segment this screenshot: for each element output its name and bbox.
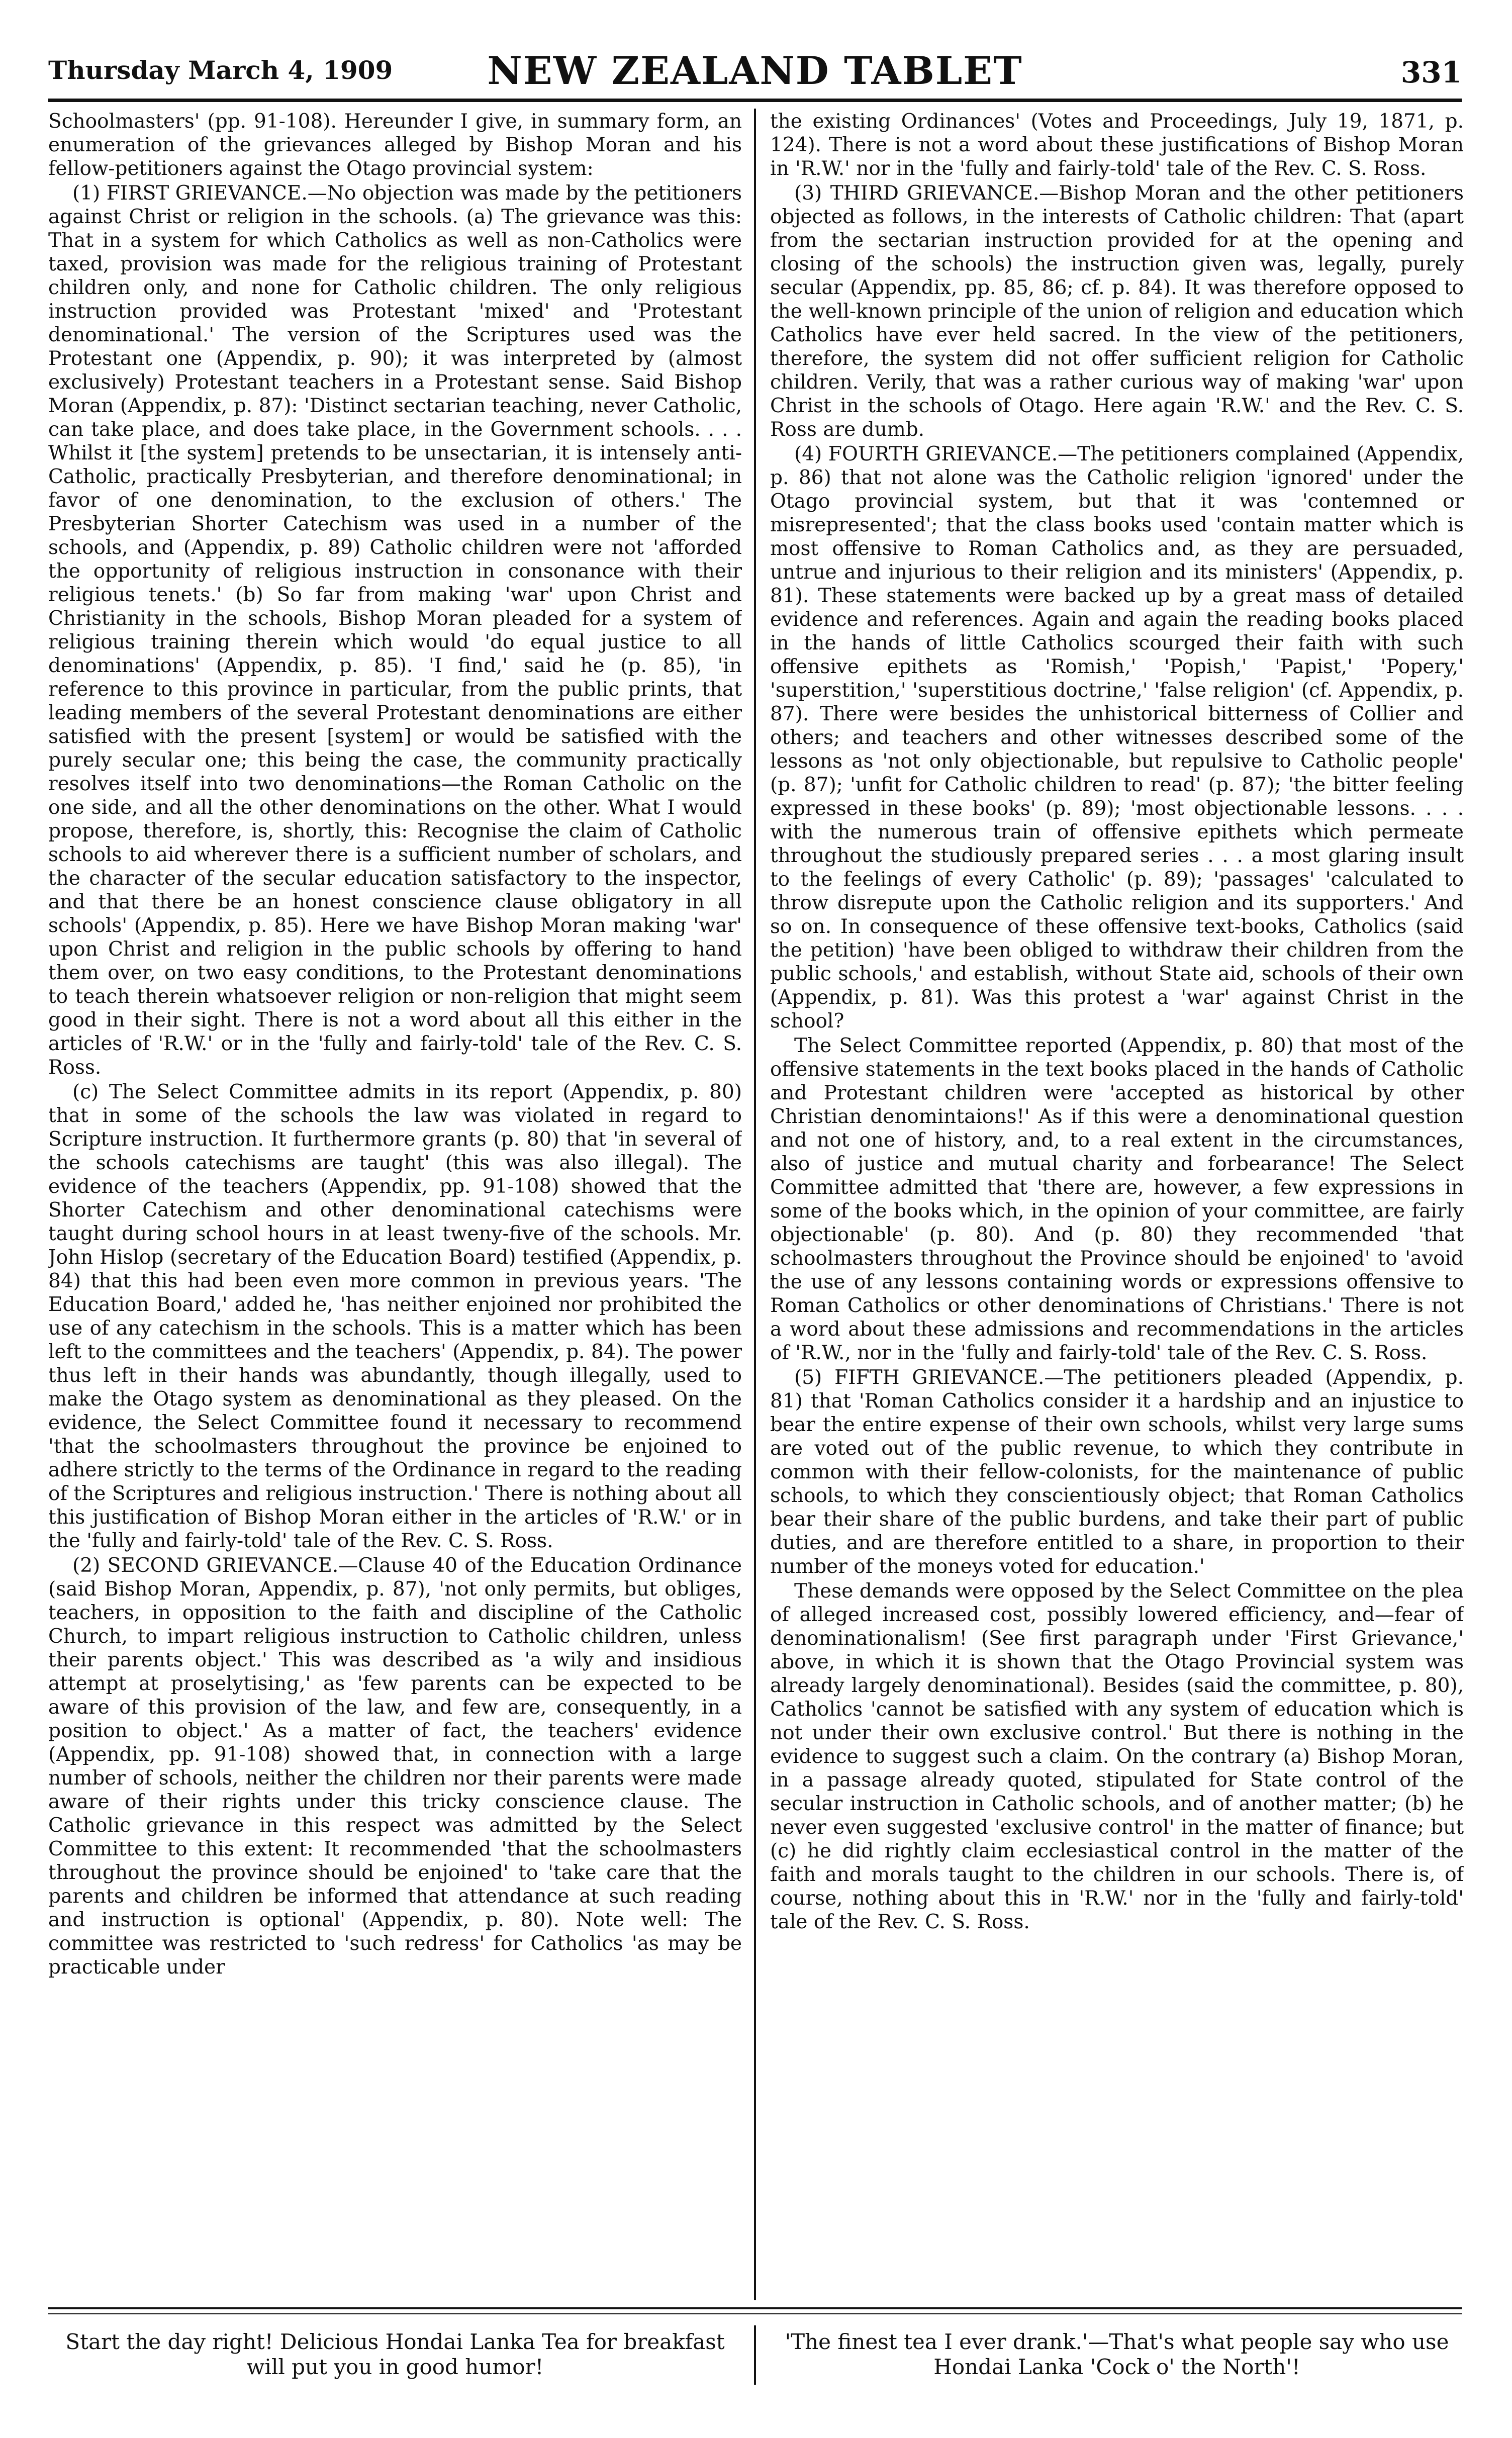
paragraph: These demands were opposed by the Select Committee on the plea of alleged increased cost, possibly lowered efficiency, and—fear of denominationalism! (See first paragraph under 'First Grievance,' above, in which it is shown that the Otago Provincial system was already largely denominational). Besides (said the committee, p. 80), Catholics 'cannot be satisfied with any system of education which is not under their own exclusive control.' But there is nothing in the evidence to suggest such a claim. On the contrary (a) Bishop Moran, in a passage already quoted, stipulated for State control of the secular instruction in Catholic schools, and of another matter; (b) he never even suggested 'exclusive control' in the matter of finance; but (c) he did rightly claim ecclesiastical control in the matter of the faith and morals taught to the children in our schools. There is, of course, nothing about this in 'R.W.' nor in the 'fully and fairly-told' tale of the Rev. C. S. Ross.	[770, 1580, 1464, 1933]
issue-date: Thursday March 4, 1909	[48, 55, 393, 85]
advertisement-left: Start the day right! Delicious Hondai Lanka Tea for breakfast will put you in good humor!	[65, 2329, 725, 2379]
paragraph: (5) FIFTH GRIEVANCE.—The petitioners pleaded (Appendix, p. 81) that 'Roman Catholics consider it a hardship and an injustice to bear the entire expense of their own schools, whilst very large sums are voted out of the public revenue, to which they contribute in common with their fellow-colonists, for the maintenance of public schools, to which they conscientiously object; that Roman Catholics bear their share of the public burdens, and take their part of public duties, and are therefore entitled to a share, in proportion to their number of the moneys voted for education.'	[770, 1366, 1464, 1578]
header-rule	[48, 99, 1462, 102]
paragraph: (4) FOURTH GRIEVANCE.—The petitioners complained (Appendix, p. 86) that not alone was the Catholic religion 'ignored' under the Otago provincial system, but that it was 'contemned or misrepresented'; that the class books used 'contain matter which is most offensive to Roman Catholics and, as they are persuaded, untrue and injurious to their religion and its ministers' (Appendix, p. 81). These statements were backed up by a great mass of detailed evidence and references. Again and again the reading books placed in the hands of little Catholics scourged their faith with such offensive epithets as 'Romish,' 'Popish,' 'Papist,' 'Popery,' 'superstition,' 'superstitious doctrine,' 'false religion' (cf. Appendix, p. 87). There were besides the unhistorical bitterness of Collier and others; and teachers and other witnesses described some of the lessons as 'not only objectionable, but repulsive to Catholic people' (p. 87); 'unfit for Catholic children to read' (p. 87); 'the bitter feeling expressed in these books' (p. 89); 'most objectionable lessons. . . . with the numerous train of offensive epithets which permeate throughout the studiously prepared series . . . a most glaring insult to the feelings of every Catholic' (p. 89); 'passages' 'calculated to throw disrepute upon the Catholic religion and its supporters.' And so on. In consequence of these offensive text-books, Catholics (said the petition) 'have been obliged to withdraw their children from the public schools,' and establish, without State aid, schools of their own (Appendix, p. 81). Was this protest a 'war' against Christ in the school?	[770, 443, 1464, 1033]
footer-rule	[48, 2307, 1462, 2309]
masthead: NEW ZEALAND TABLET	[487, 48, 1023, 93]
right-column	[770, 110, 1464, 2291]
page-number: 331	[1400, 55, 1462, 89]
paragraph: (3) THIRD GRIEVANCE.—Bishop Moran and the other petitioners objected as follows, in the interests of Catholic children: That (apart from the sectarian instruction provided for at the opening and closing of the schools) the instruction given was, legally, purely secular (Appendix, pp. 85, 86; cf. p. 84). It was therefore opposed to the well-known principle of the union of religion and education which Catholics have ever held sacred. In the view of the petitioners, therefore, the system did not offer sufficient religion for Catholic children. Verily, that was a rather curious way of making 'war' upon Christ in the schools of Otago. Here again 'R.W.' and the Rev. C. S. Ross are dumb.	[770, 182, 1464, 441]
advertisement-right: 'The finest tea I ever drank.'—That's what people say who use Hondai Lanka 'Cock o' the North'!	[785, 2329, 1449, 2379]
paragraph: The Select Committee reported (Appendix, p. 80) that most of the offensive statements in the text books placed in the hands of Catholic and Protestant children were 'accepted as historical by other Christian denomintaions!' As if this were a denominational question and not one of history, and, to a real extent in the circumstances, also of justice and mutual charity and forbearance! The Select Committee admitted that 'there are, however, a few expressions in some of the books which, in the opinion of your committee, are fairly objectionable' (p. 80). And (p. 80) they recommended 'that schoolmasters throughout the Province should be enjoined' to 'avoid the use of any lessons containing words or expressions offensive to Roman Catholics or other denominations of Christians.' There is not a word about these admissions and recommendations in the articles of 'R.W., nor in the 'fully and fairly-told' tale of the Rev. C. S. Ross.	[770, 1035, 1464, 1364]
paragraph: Schoolmasters' (pp. 91-108). Hereunder I give, in summary form, an enumeration of the grievances alleged by Bishop Moran and his fellow-petitioners against the Otago provincial system:	[48, 110, 742, 180]
page-header	[48, 46, 1462, 95]
paragraph: (c) The Select Committee admits in its report (Appendix, p. 80) that in some of the schools the law was violated in regard to Scripture instruction. It furthermore grants (p. 80) that 'in several of the schools catechisms are taught' (this was also illegal). The evidence of the teachers (Appendix, pp. 91-108) showed that the Shorter Catechism and other denominational catechisms were taught during school hours in at least tweny-five of the schools. Mr. John Hislop (secretary of the Education Board) testified (Appendix, p. 84) that this had been even more common in previous years. 'The Education Board,' added he, 'has neither enjoined nor prohibited the use of any catechism in the schools. This is a matter which has been left to the committees and the teachers' (Appendix, p. 84). The power thus left in their hands was abundantly, though illegally, used to make the Otago system as denominational as they pleased. On the evidence, the Select Committee found it necessary to recommend 'that the schoolmasters throughout the province be enjoined to adhere strictly to the terms of the Ordinance in regard to the reading of the Scriptures and religious instruction.' There is nothing about all this justification of Bishop Moran either in the articles of 'R.W.' or in the 'fully and fairly-told' tale of the Rev. C. S. Ross.	[48, 1081, 742, 1552]
paragraph: the existing Ordinances' (Votes and Proceedings, July 19, 1871, p. 124). There is not a word about these justifications of Bishop Moran in 'R.W.' nor in the 'fully and fairly-told' tale of the Rev. C. S. Ross.	[770, 110, 1464, 180]
left-column	[48, 110, 742, 2291]
advertisement-divider	[754, 2325, 756, 2385]
footer-rule-thin	[48, 2313, 1462, 2314]
paragraph: (1) FIRST GRIEVANCE.—No objection was made by the petitioners against Christ or religion in the schools. (a) The grievance was this: That in a system for which Catholics as well as non-Catholics were taxed, provision was made for the religious training of Protestant children only, and none for Catholic children. The only religious instruction provided was Protestant 'mixed' and 'Protestant denominational.' The version of the Scriptures used was the Protestant one (Appendix, p. 90); it was interpreted by (almost exclusively) Protestant teachers in a Protestant sense. Said Bishop Moran (Appendix, p. 87): 'Distinct sectarian teaching, never Catholic, can take place, and does take place, in the Government schools. . . . Whilst it [the system] pretends to be unsectarian, it is intensely anti-Catholic, practically Presbyterian, and therefore denominational; in favor of one denomination, to the exclusion of others.' The Presbyterian Shorter Catechism was used in a number of the schools, and (Appendix, p. 89) Catholic children were not 'afforded the opportunity of religious instruction in consonance with their religious tenets.' (b) So far from making 'war' upon Christ and Christianity in the schools, Bishop Moran pleaded for a system of religious training therein which would 'do equal justice to all denominations' (Appendix, p. 85). 'I find,' said he (p. 85), 'in reference to this province in particular, from the public prints, that leading members of the several Protestant denominations are either satisfied with the present [system] or would be satisfied with the purely secular one; this being the case, the community practically resolves itself into two denominations—the Roman Catholic on the one side, and all the other denominations on the other. What I would propose, therefore, is, shortly, this: Recognise the claim of Catholic schools to aid wherever there is a sufficient number of scholars, and the character of the secular education satisfactory to the inspector, and that there be an honest conscience clause obligatory in all schools' (Appendix, p. 85). Here we have Bishop Moran making 'war' upon Christ and religion in the public schools by offering to hand them over, on two easy conditions, to the Protestant denominations to teach therein whatsoever religion or non-religion that might seem good in their sight. There is not a word about all this either in the articles of 'R.W.' or in the 'fully and fairly-told' tale of the Rev. C. S. Ross.	[48, 182, 742, 1079]
column-divider	[754, 109, 756, 2300]
paragraph: (2) SECOND GRIEVANCE.—Clause 40 of the Education Ordinance (said Bishop Moran, Appendix, p. 87), 'not only permits, but obliges, teachers, in opposition to the faith and discipline of the Catholic Church, to impart religious instruction to Catholic children, unless their parents object.' This was described as 'a wily and insidious attempt at proselytising,' as 'few parents can be expected to be aware of this provision of the law, and few are, consequently, in a position to object.' As a matter of fact, the teachers' evidence (Appendix, pp. 91-108) showed that, in connection with a large number of schools, neither the children nor their parents were made aware of their rights under this tricky conscience clause. The Catholic grievance in this respect was admitted by the Select Committee to this extent: It recommended 'that the schoolmasters throughout the province should be enjoined' to 'take care that the parents and children be informed that attendance at such reading and instruction is optional' (Appendix, p. 80). Note well: The committee was restricted to 'such redress' for Catholics 'as may be practicable under	[48, 1554, 742, 1979]
